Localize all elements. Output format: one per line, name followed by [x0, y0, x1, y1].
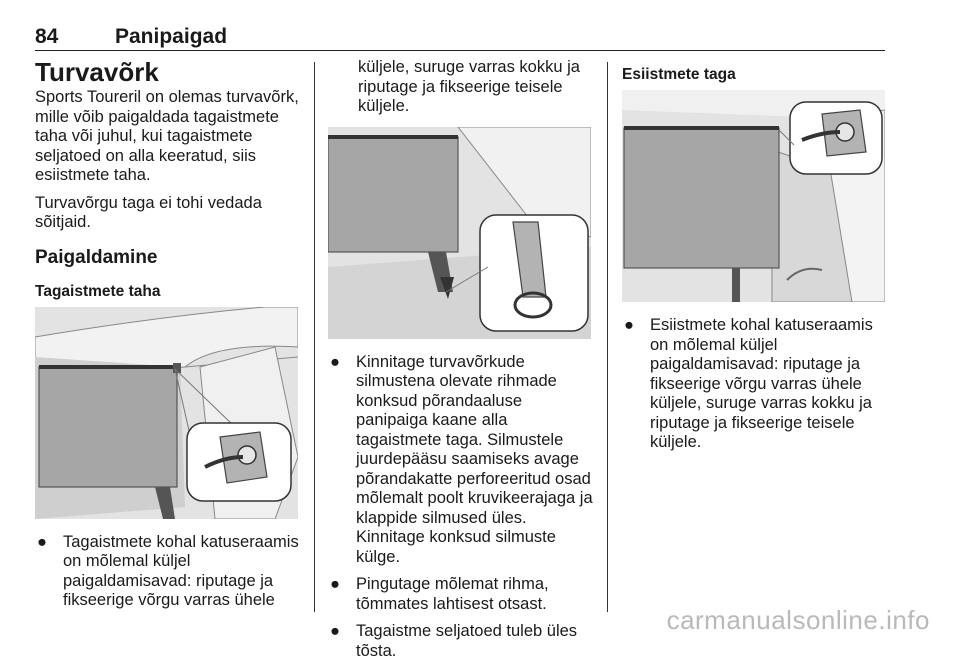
- column-divider: [314, 62, 315, 612]
- continuation-text: küljele, suruge varras kokku ja riputage ja fikseerige teisele küljele.: [358, 58, 580, 115]
- bullet-icon: ●: [330, 352, 340, 371]
- page-header: [35, 20, 885, 51]
- bullet-text: Pingutage mõlemat rihma, tõmmates lahtisest otsast.: [356, 575, 549, 613]
- list-item: [35, 533, 300, 611]
- bullet-text: Tagaistme seljatoed tuleb üles tõsta.: [356, 622, 578, 660]
- bullet-text: Tagaistmete kohal katuseraamis on mõlemal küljel paigaldamisavad: riputage ja fikseerige võrgu varras ühele: [63, 532, 299, 609]
- illustration-floor-hooks: [328, 127, 591, 339]
- watermark: carmanualsonline.info: [666, 605, 930, 635]
- illustration-rear-seat-net: [35, 307, 298, 519]
- list-item: [328, 353, 593, 568]
- list-item: [328, 575, 593, 614]
- column-3: [622, 58, 885, 461]
- page-number: 84: [35, 25, 59, 48]
- heading-turvavork: Turvavõrk: [35, 57, 159, 87]
- heading-tagaistmete-taha: Tagaistmete taha: [35, 282, 161, 300]
- column-2: [328, 58, 593, 669]
- heading-paigaldamine: Paigaldamine: [35, 246, 158, 268]
- bullet-icon: ●: [330, 622, 340, 640]
- list-item: [622, 316, 885, 453]
- illustration-front-seat-net: [622, 90, 885, 302]
- bullet-icon: ●: [37, 532, 47, 551]
- bullet-icon: ●: [330, 575, 340, 593]
- bullet-text: Kinnitage turvavõrkude silmustena olevate rihmade konksud põrandaaluse panipaiga kaane alla tagaistmete taga. Silmustele juurdepääsu saamiseks avage põrandakatte perforeeritud osad mõlemalt poolt kruvikeerajaga ja klappide silmused üles. Kinnitage konksud silmuste külge.: [356, 352, 593, 566]
- paragraph: Turvavõrgu taga ei tohi vedada sõitjaid.: [35, 193, 262, 231]
- section-title: Panipaigad: [115, 25, 228, 48]
- bullet-icon: ●: [624, 316, 634, 334]
- heading-esiistmete-taga: Esiistmete taga: [622, 66, 736, 83]
- column-1: [35, 58, 300, 619]
- paragraph: Sports Toureril on olemas turvavõrk, mille võib paigaldada tagaistmete taha või juhul, kui tagaistmete seljatoed on alla keeratud, siis esiistmete taha.: [35, 88, 299, 184]
- column-divider: [607, 62, 608, 612]
- bullet-text: Esiistmete kohal katuseraamis on mõlemal küljel paigaldamisavad: riputage ja fikseerige võrgu varras ühele küljele, suruge varras kokku ja riputage ja fikseerige teisele küljele.: [650, 316, 873, 451]
